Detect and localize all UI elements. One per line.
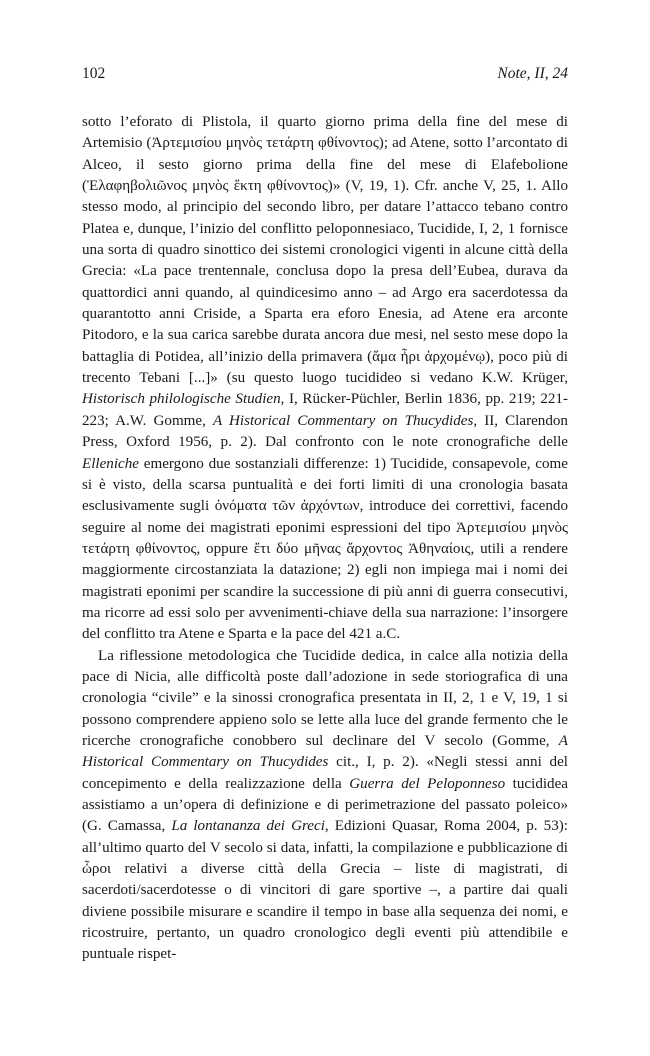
- book-title: A Historical Commentary on Thucydides: [212, 412, 474, 429]
- book-title: A Historical Commentary on Thucydides: [82, 732, 568, 771]
- text-run: emergono due sostanziali differenze: 1) Tucidide, consapevole, come si è visto, della scarsa puntualità e dei forti limiti di una cronologia basata esclusivamente sugli ὀνόματα τῶν ἀρχόντων, introduce dei correttivi, facendo seguire al nome dei magistrati eponimi espressioni del tipo Ἀρτεμισίου μηνὸς τετάρτη φθίνοντος, oppure ἔτι δύο μῆνας ἄρχοντος Ἀθηναίοις, utili a rendere maggiormente circostanziata la datazione; 2) egli non impiega mai i nomi dei magistrati eponimi per scandire la successione di più anni di guerra consecutivi, ma ricorre ad essi solo per avvenimenti-chiave della sua narrazione: l’insorgere del conflitto tra Atene e Sparta e la pace del 421 a.C.: [82, 455, 568, 643]
- text-run: La riflessione metodologica che Tucidide dedica, in calce alla notizia della pace di Nicia, alle difficoltà poste dall’adozione in sede storiografica di una cronologia “civile” e la sinossi cronografica presentata in II, 2, 1 e V, 19, 1 si possono comprendere appieno solo se lette alla luce del grande fermento che le ricerche cronografiche conobbero sul declinare del V secolo (Gomme,: [82, 647, 568, 749]
- book-title: Elleniche: [82, 455, 139, 472]
- book-title: Historisch philologische Studien: [82, 391, 281, 408]
- running-header: [82, 64, 568, 84]
- text-run: , II, Clarendon Press, Oxford 1956, p. 2). Dal confronto con le note cronografiche delle: [82, 412, 568, 451]
- paragraph-2: [82, 646, 568, 966]
- body-text: [82, 112, 568, 966]
- book-page: [82, 64, 568, 966]
- text-run: , I, Rücker-Püchler, Berlin 1836, pp. 219; 221-223; A.W. Gomme,: [82, 391, 568, 429]
- paragraph-1: [82, 112, 568, 646]
- text-run: tucididea assistiamo a un’opera di definizione e di perimetrazione del passato poleico» (G. Camassa,: [82, 775, 568, 835]
- text-run: , Edizioni Quasar, Roma 2004, p. 53): all’ultimo quarto del V secolo si data, infatti, la compilazione e pubblicazione di ὧροι relativi a diverse città della Grecia – liste di magistrati, di sacerdoti/sacerdotesse o di vincitori di gare sportive –, a partire dai quali diviene possibile misurare e scandire il tempo in base alla sequenza dei nomi, e ricostruire, pertanto, un quadro cronologico degli eventi più attendibile e puntuale rispet-: [82, 818, 568, 963]
- page-number: 102: [82, 65, 106, 82]
- text-run: cit., I, p. 2). «Negli stessi anni del concepimento e della realizzazione della: [82, 754, 568, 792]
- running-title: Note, II, 24: [497, 65, 568, 82]
- text-run: sotto l’eforato di Plistola, il quarto giorno prima della fine del mese di Artemisio (Ἀρτεμισίου μηνὸς τετάρτη φθίνοντος); ad Atene, sotto l’arcontato di Alceo, il sesto giorno prima della fine del mese di Elafebolione (Ἐλαφηβολιῶνος μηνὸς ἕκτη φθίνοντος)» (V, 19, 1). Cfr. anche V, 25, 1. Allo stesso modo, al principio del secondo libro, per datare l’attacco tebano contro Platea e, dunque, l’inizio del conflitto peloponnesiaco, Tucidide, I, 2, 1 fornisce una sorta di quadro sinottico dei sistemi cronologici vigenti in alcune città della Grecia: «La pace trentennale, conclusa dopo la presa dell’Eubea, durava da quattordici anni quando, al quindicesimo anno – ad Argo era sacerdotessa da quarantotto anni Criside, a Sparta era eforo Enesia, ad Atene era arconte Pitodoro, e la sua carica sarebbe durata ancora due mesi, nel sesto mese dopo la battaglia di Potidea, all’inizio della primavera (ἅμα ἦρι ἀρχομένῳ), poco più di trecento Tebani [...]» (su questo luogo tucidideo si vedano K.W. Krüger,: [82, 114, 568, 387]
- book-title: Guerra del Peloponneso: [349, 775, 506, 792]
- book-title: La lontananza dei Greci: [171, 818, 325, 835]
